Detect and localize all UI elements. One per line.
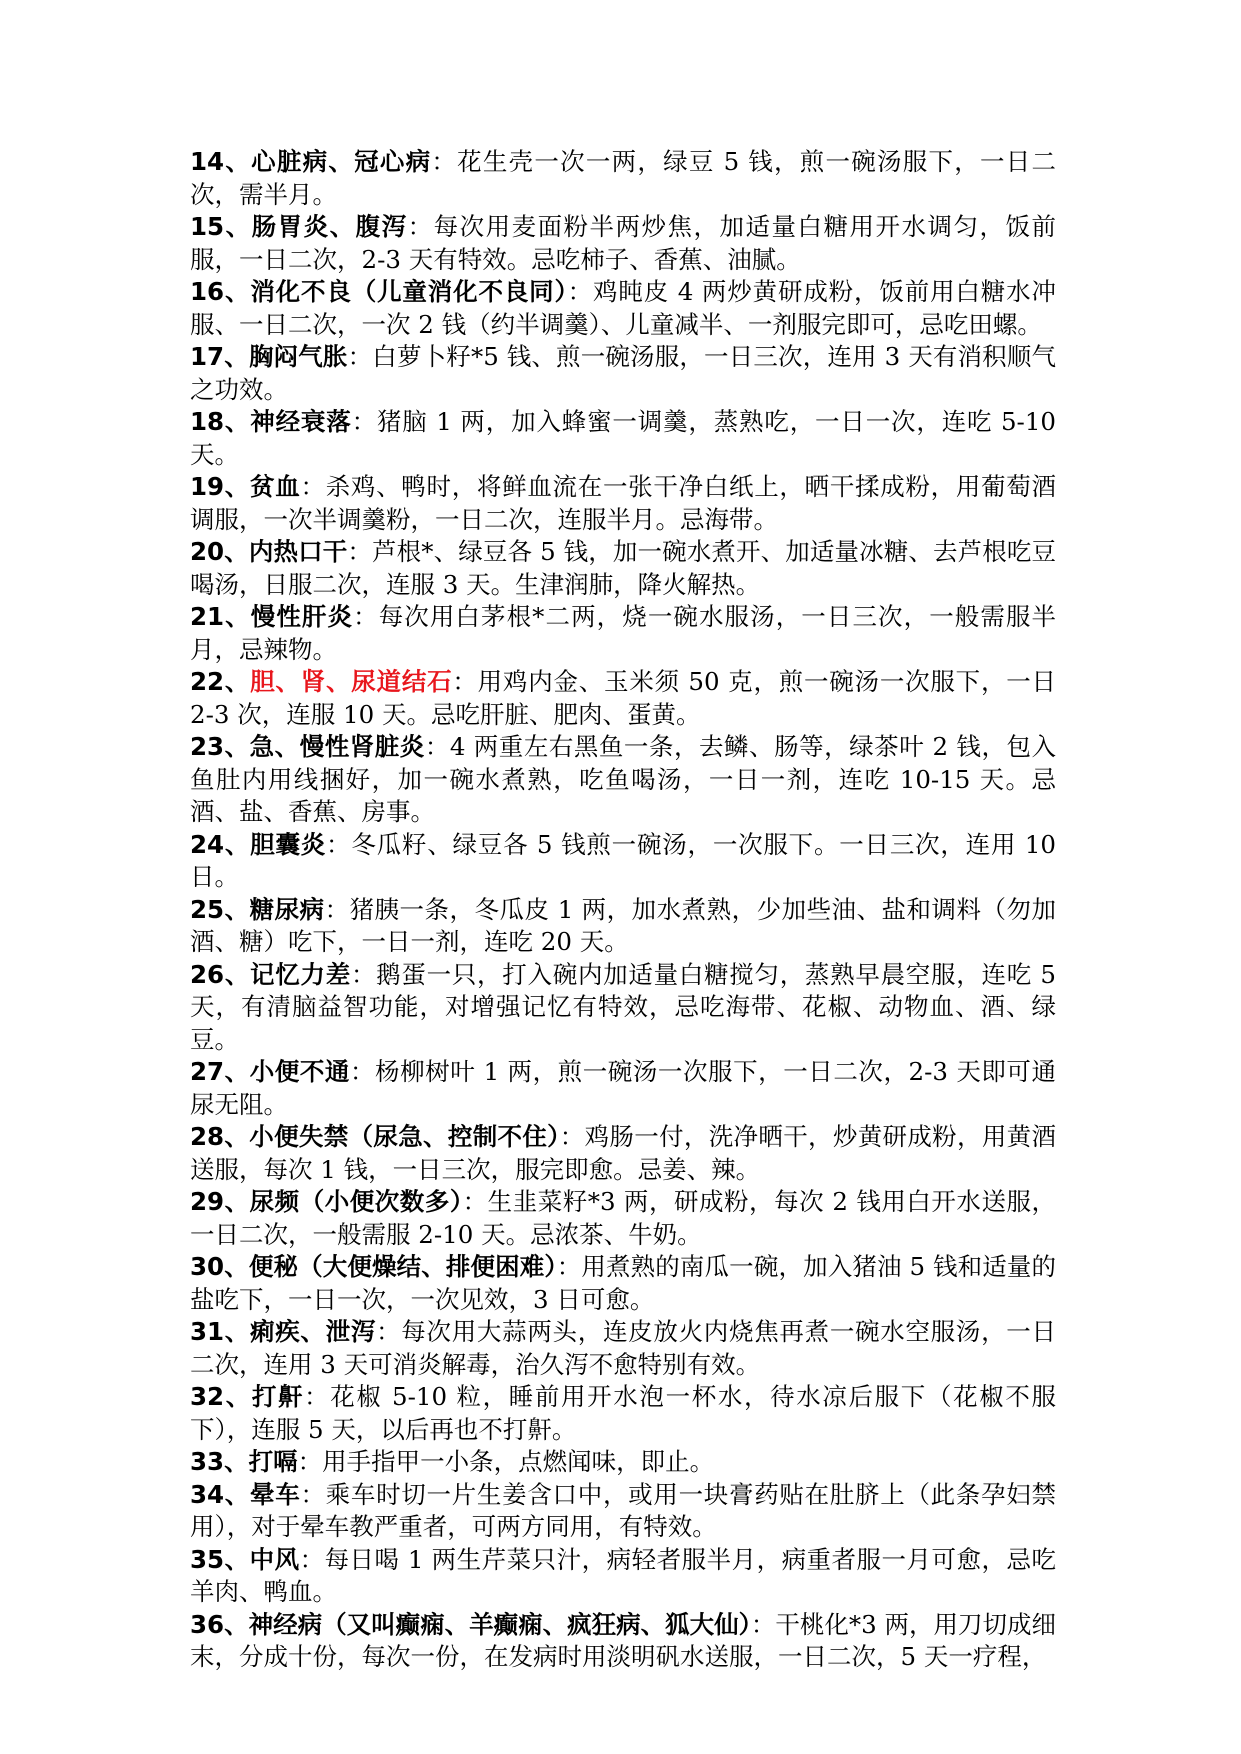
entry-title: 记忆力差 xyxy=(250,959,351,989)
entry-number: 30、 xyxy=(190,1252,249,1281)
entry-separator: ： xyxy=(351,407,377,436)
entry-body: 4 两重左右黑鱼一条，去鳞、肠等，绿茶叶 2 钱，包入鱼肚内用线捆好，加一碗水煮熟，吃鱼喝汤，一日一剂，连吃 10-15 天。忌酒、盐、香蕉、房事。 xyxy=(190,732,1057,826)
entry-separator: ： xyxy=(299,1544,325,1574)
entry-body: 每次用麦面粉半两炒焦，加适量白糖用开水调匀，饭前服，一日二次，2-3 天有特效。忌吃柿子、香蕉、油腻。 xyxy=(190,212,1056,274)
entry-body: 芦根*、绿豆各 5 钱，加一碗水煮开、加适量冰糖、去芦根吃豆喝汤，日服二次，连服 3 天。生津润肺，降火解热。 xyxy=(190,537,1057,599)
remedy-entry xyxy=(190,959,1056,1057)
remedy-entry xyxy=(190,1479,1056,1544)
remedy-entry xyxy=(190,1609,1056,1674)
entry-title: 痢疾、泄泻 xyxy=(250,1317,377,1346)
remedy-entry xyxy=(190,666,1056,731)
entry-separator: ： xyxy=(452,667,478,696)
entry-separator: ： xyxy=(324,894,350,924)
remedy-entry xyxy=(190,1381,1056,1446)
entry-title: 慢性肝炎 xyxy=(250,602,354,631)
entry-title: 心脏病、冠心病 xyxy=(251,147,432,176)
entry-separator: ： xyxy=(304,1382,331,1411)
entry-body: 乘车时切一片生姜含口中，或用一块膏药贴在肚脐上（此条孕妇禁用），对于晕车教严重者，可两方同用，有特效。 xyxy=(190,1479,1056,1541)
entry-title: 神经病（又叫癫痫、羊癫痫、疯狂病、狐大仙） xyxy=(248,1609,751,1639)
entry-body: 杀鸡、鸭时，将鲜血流在一张干净白纸上，晒干揉成粉，用葡萄酒调服，一次半调羹粉，一日二次，连服半月。忌海带。 xyxy=(190,472,1056,534)
entry-title: 小便失禁（尿急、控制不住） xyxy=(249,1122,560,1151)
entry-body: 鹅蛋一只，打入碗内加适量白糖搅匀，蒸熟早晨空服，连吃 5 天，有清脑益智功能，对增强记忆有特效，忌吃海带、花椒、动物血、酒、绿豆。 xyxy=(190,959,1057,1054)
entry-number: 21、 xyxy=(190,602,251,631)
document-page xyxy=(190,146,1056,1674)
remedy-entry xyxy=(190,341,1056,406)
entry-title: 胸闷气胀 xyxy=(248,342,348,371)
entry-separator: ： xyxy=(424,732,450,761)
entry-separator: ： xyxy=(567,277,593,306)
entry-title: 打嗝 xyxy=(248,1447,298,1476)
entry-title: 消化不良（儿童消化不良同） xyxy=(250,277,568,306)
remedy-entry xyxy=(190,211,1056,276)
entry-separator: ： xyxy=(349,1057,376,1086)
entry-separator: ： xyxy=(462,1187,488,1216)
entry-body: 白萝卜籽*5 钱、煎一碗汤服，一日三次，连用 3 天有消积顺气之功效。 xyxy=(190,342,1057,404)
entry-body: 每日喝 1 两生芹菜只汁，病轻者服半月，病重者服一月可愈，忌吃羊肉、鸭血。 xyxy=(190,1544,1056,1606)
entry-number: 32、 xyxy=(190,1382,252,1411)
remedy-entry xyxy=(190,1186,1056,1251)
entry-number: 34、 xyxy=(190,1479,251,1509)
entry-number: 25、 xyxy=(190,894,250,924)
entry-body: 每次用白茅根*二两，烧一碗水服汤，一日三次，一般需服半月，忌辣物。 xyxy=(190,602,1057,664)
entry-separator: ： xyxy=(300,1479,326,1509)
entry-body: 鸡肠一付，洗净晒干，炒黄研成粉，用黄酒送服，每次 1 钱，一日三次，服完即愈。忌姜、辣。 xyxy=(190,1122,1056,1184)
entry-body: 花椒 5-10 粒，睡前用开水泡一杯水，待水凉后服下（花椒不服下），连服 5 天，以后再也不打鼾。 xyxy=(190,1382,1056,1444)
entry-title: 神经衰落 xyxy=(250,407,352,436)
entry-body: 杨柳树叶 1 两，煎一碗汤一次服下，一日二次，2-3 天即可通尿无阻。 xyxy=(190,1057,1056,1119)
remedy-entry xyxy=(190,1446,1056,1479)
remedy-entry xyxy=(190,276,1056,341)
entry-number: 26、 xyxy=(190,959,251,989)
entry-body: 用煮熟的南瓜一碗，加入猪油 5 钱和适量的盐吃下，一日一次，一次见效，3 日可愈。 xyxy=(190,1252,1057,1314)
entry-title: 肠胃炎、腹泻 xyxy=(251,212,408,241)
remedy-entry xyxy=(190,1121,1056,1186)
entry-number: 23、 xyxy=(190,732,250,761)
entry-body: 猪脑 1 两，加入蜂蜜一调羹，蒸熟吃，一日一次，连吃 5-10 天。 xyxy=(190,407,1057,469)
entry-separator: ： xyxy=(750,1609,776,1639)
entry-number: 14、 xyxy=(190,147,252,176)
entry-number: 15、 xyxy=(190,212,252,241)
entry-separator: ： xyxy=(347,537,373,566)
entry-number: 27、 xyxy=(190,1057,250,1086)
entry-separator: ： xyxy=(350,959,377,989)
entry-title: 中风 xyxy=(249,1544,300,1574)
entry-number: 22、 xyxy=(190,667,251,696)
entry-separator: ： xyxy=(559,1122,585,1151)
entry-number: 33、 xyxy=(190,1447,249,1476)
entry-number: 31、 xyxy=(190,1317,251,1346)
entry-body: 用手指甲一小条，点燃闻味，即止。 xyxy=(322,1447,715,1476)
remedy-entry xyxy=(190,731,1056,829)
remedy-entry xyxy=(190,1316,1056,1381)
entry-body: 生韭菜籽*3 两，研成粉，每次 2 钱用白开水送服，一日二次，一般需服 2-10 天。忌浓茶、牛奶。 xyxy=(190,1187,1057,1249)
entry-number: 35、 xyxy=(190,1544,250,1574)
entry-title: 小便不通 xyxy=(249,1057,350,1086)
entry-number: 20、 xyxy=(190,537,249,566)
entry-separator: ： xyxy=(556,1252,582,1281)
remedy-entry xyxy=(190,536,1056,601)
entry-title: 胆囊炎 xyxy=(250,829,327,859)
remedy-entry xyxy=(190,146,1056,211)
entry-title: 胆、肾、尿道结石 xyxy=(250,667,453,696)
entry-body: 每次用大蒜两头，连皮放火内烧焦再煮一碗水空服汤，一日二次，连用 3 天可消炎解毒，治久泻不愈特别有效。 xyxy=(190,1317,1056,1379)
remedy-entry xyxy=(190,1056,1056,1121)
entry-number: 19、 xyxy=(190,472,251,501)
entry-separator: ： xyxy=(353,602,379,631)
entry-separator: ： xyxy=(347,342,373,371)
entry-body: 用鸡内金、玉米须 50 克，煎一碗汤一次服下，一日 2-3 次，连服 10 天。忌吃肝脏、肥肉、蛋黄。 xyxy=(190,667,1056,729)
entry-number: 29、 xyxy=(190,1187,250,1216)
entry-title: 尿频（小便次数多） xyxy=(249,1187,463,1216)
entry-body: 花生壳一次一两，绿豆 5 钱，煎一碗汤服下，一日二次，需半月。 xyxy=(190,147,1056,209)
entry-body: 干桃化*3 两，用刀切成细末，分成十份，每次一份，在发病时用淡明矾水送服，一日二次，5 天一疗程， xyxy=(190,1609,1057,1671)
entry-title: 急、慢性肾脏炎 xyxy=(249,732,425,761)
entry-separator: ： xyxy=(376,1317,402,1346)
entry-body: 猪胰一条，冬瓜皮 1 两，加水煮熟，少加些油、盐和调料（勿加酒、糖）吃下，一日一剂，连吃 20 天。 xyxy=(190,894,1056,956)
entry-body: 冬瓜籽、绿豆各 5 钱煎一碗汤，一次服下。一日三次，连用 10 日。 xyxy=(190,829,1057,891)
entry-title: 晕车 xyxy=(250,1479,301,1509)
entry-number: 24、 xyxy=(190,829,251,859)
entry-body: 鸡盹皮 4 两炒黄研成粉，饭前用白糖水冲服、一日二次，一次 2 钱（约半调羹）、儿童减半、一剂服完即可，忌吃田螺。 xyxy=(190,277,1056,339)
remedy-entry xyxy=(190,1251,1056,1316)
entry-number: 16、 xyxy=(190,277,251,306)
entry-separator: ： xyxy=(407,212,434,241)
entry-number: 28、 xyxy=(190,1122,250,1151)
entry-separator: ： xyxy=(297,1447,323,1476)
remedy-entry xyxy=(190,601,1056,666)
entry-number: 17、 xyxy=(190,342,249,371)
entry-title: 便秘（大便燥结、排便困难） xyxy=(248,1252,557,1281)
entry-title: 打鼾 xyxy=(251,1382,305,1411)
remedy-entry xyxy=(190,894,1056,959)
remedy-entry xyxy=(190,406,1056,471)
entry-title: 内热口干 xyxy=(248,537,348,566)
entry-title: 糖尿病 xyxy=(249,894,325,924)
entry-number: 18、 xyxy=(190,407,251,436)
remedy-entry xyxy=(190,829,1056,894)
entry-number: 36、 xyxy=(190,1609,249,1639)
entry-separator: ： xyxy=(431,147,458,176)
remedy-entry xyxy=(190,471,1056,536)
remedy-entry xyxy=(190,1544,1056,1609)
entry-separator: ： xyxy=(326,829,352,859)
entry-title: 贫血 xyxy=(250,472,301,501)
entry-separator: ： xyxy=(300,472,326,501)
